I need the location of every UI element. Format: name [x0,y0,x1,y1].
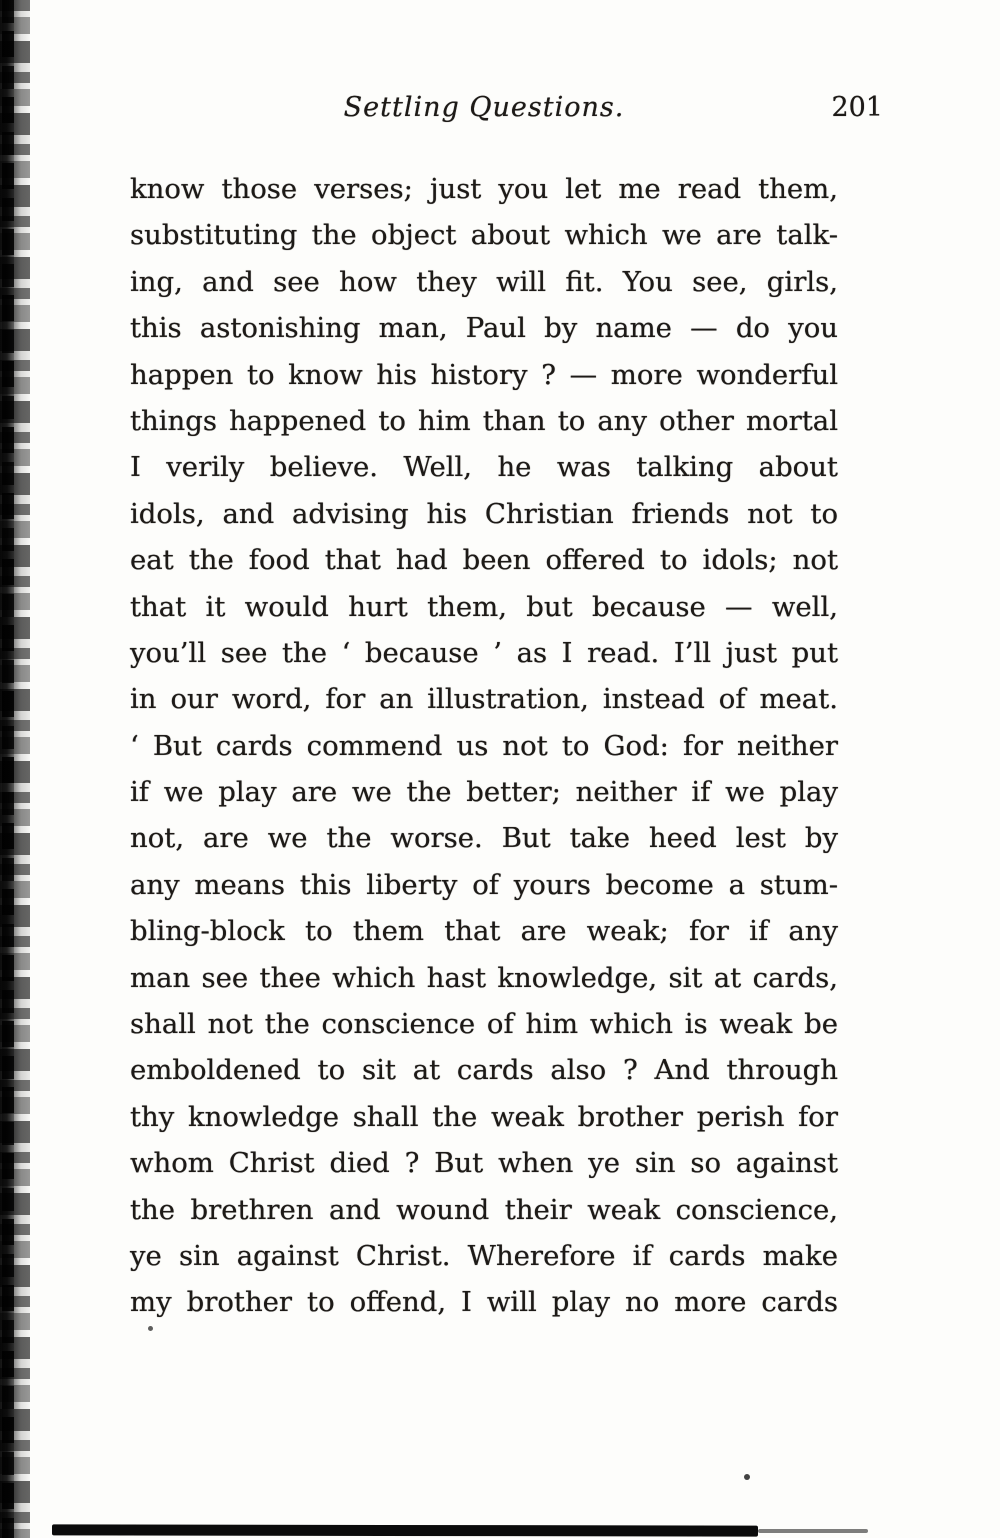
text-line: emboldened to sit at cards also ? And through [130,1054,838,1087]
text-line: if we play are we the better; neither if we play [130,776,838,809]
text-line: ing, and see how they will fit. You see, girls, [130,265,838,298]
text-line: my brother to offend, I will play no more cards [130,1286,838,1319]
page-number: 201 [831,92,883,123]
text-line: man see thee which hast knowledge, sit at cards, [130,961,838,994]
scan-speck [744,1474,750,1480]
page-header [130,92,883,132]
text-line: the brethren and wound their weak conscience, [130,1193,838,1226]
scan-speck [148,1326,153,1331]
text-line: idols, and advising his Christian friends not to [130,497,838,530]
body-text [130,166,838,1326]
running-header-title: Settling Questions. [343,92,625,123]
text-line: any means this liberty of yours become a stum- [130,868,838,901]
text-line: you’ll see the ‘ because ’ as I read. I’ll just put [130,636,838,669]
text-line: know those verses; just you let me read them, [130,173,838,205]
text-line: whom Christ died ? But when ye sin so against [130,1147,838,1180]
text-line: happen to know his history ? — more wonderful [130,358,838,391]
text-line: eat the food that had been offered to idols; not [130,544,838,577]
binding-shadow [0,0,30,1538]
text-line: bling-block to them that are weak; for if any [130,915,838,948]
text-line: thy knowledge shall the weak brother perish for [130,1100,838,1133]
text-line: that it would hurt them, but because — well, [130,590,838,623]
scan-artifact-bottom-tail [758,1529,868,1533]
text-line: this astonishing man, Paul by name — do you [130,312,838,345]
text-line: not, are we the worse. But take heed lest by [130,822,838,855]
text-line: I verily believe. Well, he was talking about [130,451,838,484]
text-line: things happened to him than to any other mortal [130,404,838,437]
scan-artifact-bottom-bar [52,1524,758,1536]
text-line: ‘ But cards commend us not to God: for neither [130,729,838,762]
text-line: shall not the conscience of him which is weak be [130,1008,838,1041]
text-line: ye sin against Christ. Wherefore if cards make [130,1239,838,1272]
text-line: substituting the object about which we are talk- [130,219,838,252]
text-line: in our word, for an illustration, instead of meat. [130,683,838,716]
